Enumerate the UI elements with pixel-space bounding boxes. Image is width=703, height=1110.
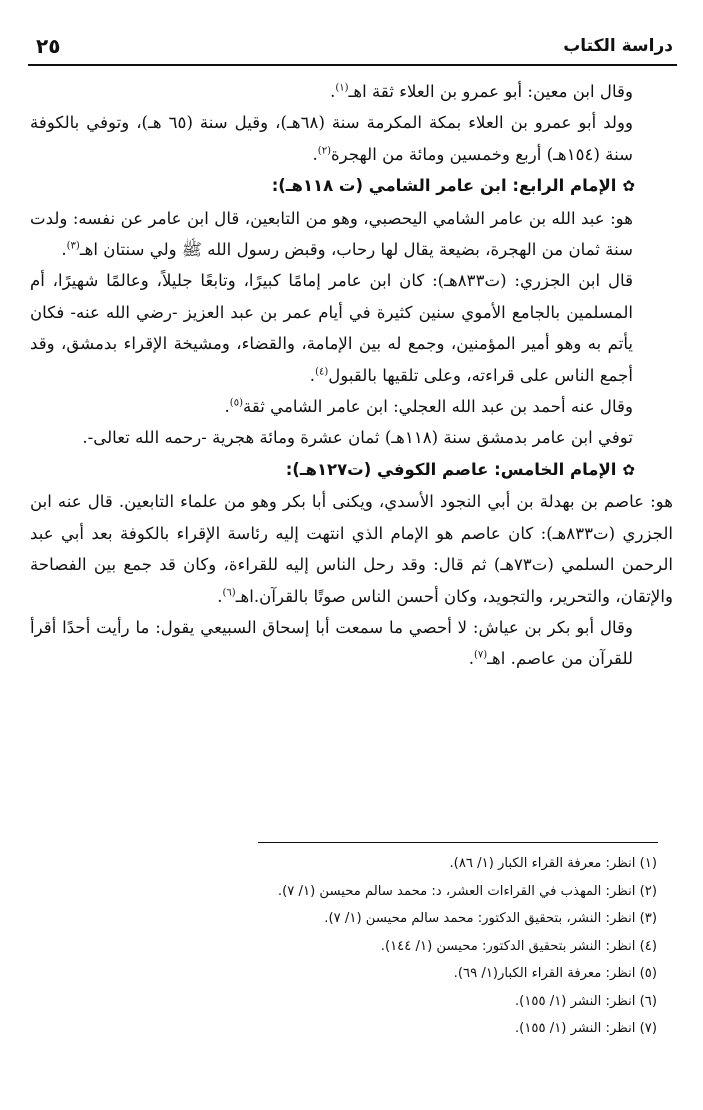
paragraph-tail: . [330, 82, 336, 101]
page-number: ٢٥ [36, 34, 61, 58]
footnote: (٤) انظر: النشر بتحقيق الدكتور: محيسن (١/ ١٤٤). [380, 938, 657, 954]
paragraph-tail: . [217, 586, 223, 606]
paragraph [30, 422, 673, 453]
paragraph-tail: . [61, 240, 67, 260]
flower-ornament-icon: ✿ [622, 460, 635, 479]
footnote: (١) انظر: معرفة القراء الكبار (١/ ٨٦). [449, 856, 657, 871]
footnote: (٣) انظر: النشر، بتحقيق الدكتور: محمد سالم محيسن (١/ ٧). [324, 911, 657, 926]
paragraph-tail: . [309, 365, 316, 385]
paragraph-text: وقال ابن معين: أبو عمرو بن العلاء ثقة اهـ [348, 82, 633, 101]
paragraph-text: هو: عاصم بن بهدلة بن أبي النجود الأسدي، ويكنى أبا بكر وهو من علماء التابعين. قال عنه ابن الجزري (ت٨٣٣هـ): كان عاصم هو الإمام الذي انتهت إليه رئاسة الإقراء بالكوفة بعد أبي عبد الرحمن السلمي (ت٧٣هـ) ثم قال: وقد رحل الناس إليه للقراءة، وكان قد جمع بين الفصاحة والإتقان، والتحرير، والتجويد، وكان أحسن الناس صوتًا بالقرآن.اهـ [30, 492, 674, 606]
footnote-separator [258, 842, 658, 843]
paragraph-text: وقال أبو بكر بن عياش: لا أحصي ما سمعت أبا إسحاق السبيعي يقول: ما رأيت أحدًا أقرأ للقرآن من عاصم. اهـ [30, 617, 633, 669]
footnote-ref: (٧) [473, 649, 488, 661]
paragraph [30, 107, 673, 170]
section-heading [30, 170, 673, 202]
footnote: (٥) انظر: معرفة القراء الكبار(١/ ٦٩). [453, 966, 657, 981]
paragraph-tail: . [224, 397, 230, 417]
heading-text: الإمام الرابع: ابن عامر الشامي (ت ١١٨هـ): [271, 176, 617, 196]
paragraph-text: هو: عبد الله بن عامر الشامي اليحصبي، وهو من التابعين، قال ابن عامر عن نفسه: ولدت سنة ثمان من الهجرة، بضيعة يقال لها رحاب، وقبض رسول الله ﷺ ولي سنتان اهـ [30, 208, 633, 260]
paragraph [30, 203, 673, 266]
footnote: (٢) انظر: المهذب في القراءات العشر، د: محمد سالم محيسن (١/ ٧). [277, 883, 657, 899]
heading-text: الإمام الخامس: عاصم الكوفي (ت١٢٧هـ): [285, 459, 617, 479]
paragraph-tail: . [468, 649, 474, 669]
paragraph-text: قال ابن الجزري: (ت٨٣٣هـ): كان ابن عامر إمامًا كبيرًا، وتابعًا جليلاً، وعالمًا شهيرًا، أم المسلمين بالجامع الأموي سنين كثيرة في أيام عمر بن عبد العزيز -رضي الله عنه- فكان يأتم به وهو أمير المؤمنين، وجمع له بين الإمامة، والقضاء، ومشيخة الإقراء بدمشق، وقد أجمع الناس على قراءته، وعلى تلقيها بالقبول [30, 271, 633, 385]
footnote-ref: (٣) [66, 240, 80, 252]
footnotes [30, 850, 657, 1043]
footnote-ref: (٤) [315, 366, 329, 378]
footnote-ref: (٢) [317, 145, 331, 157]
footnote-ref: (٦) [222, 586, 236, 598]
paragraph-text: وولد أبو عمرو بن العلاء بمكة المكرمة سنة (٦٨هـ)، وقيل سنة (٦٥ هـ)، وتوفي بالكوفة سنة (١٥٤هـ) أربع وخمسين ومائة من الهجرة [30, 113, 633, 164]
running-title: دراسة الكتاب [563, 36, 673, 56]
paragraph-tail: . [312, 144, 318, 164]
footnote-ref: (١) [335, 82, 349, 94]
main-text [30, 76, 673, 675]
footnote: (٦) انظر: النشر (١/ ١٥٥). [514, 993, 657, 1009]
footnote: (٧) انظر: النشر (١/ ١٥٥). [514, 1021, 657, 1036]
header-rule [28, 64, 677, 66]
paragraph [30, 391, 673, 422]
paragraph [30, 265, 673, 391]
page-header [28, 34, 677, 62]
section-heading [30, 454, 673, 486]
paragraph-text: توفي ابن عامر بدمشق سنة (١١٨هـ) ثمان عشرة ومائة هجرية -رحمه الله تعالى-. [82, 428, 633, 448]
paragraph [30, 486, 673, 612]
footnote-ref: (٥) [229, 397, 243, 409]
paragraph-text: وقال عنه أحمد بن عبد الله العجلي: ابن عامر الشامي ثقة [242, 397, 633, 417]
paragraph [30, 76, 673, 107]
paragraph [30, 612, 673, 675]
flower-ornament-icon: ✿ [622, 177, 635, 196]
